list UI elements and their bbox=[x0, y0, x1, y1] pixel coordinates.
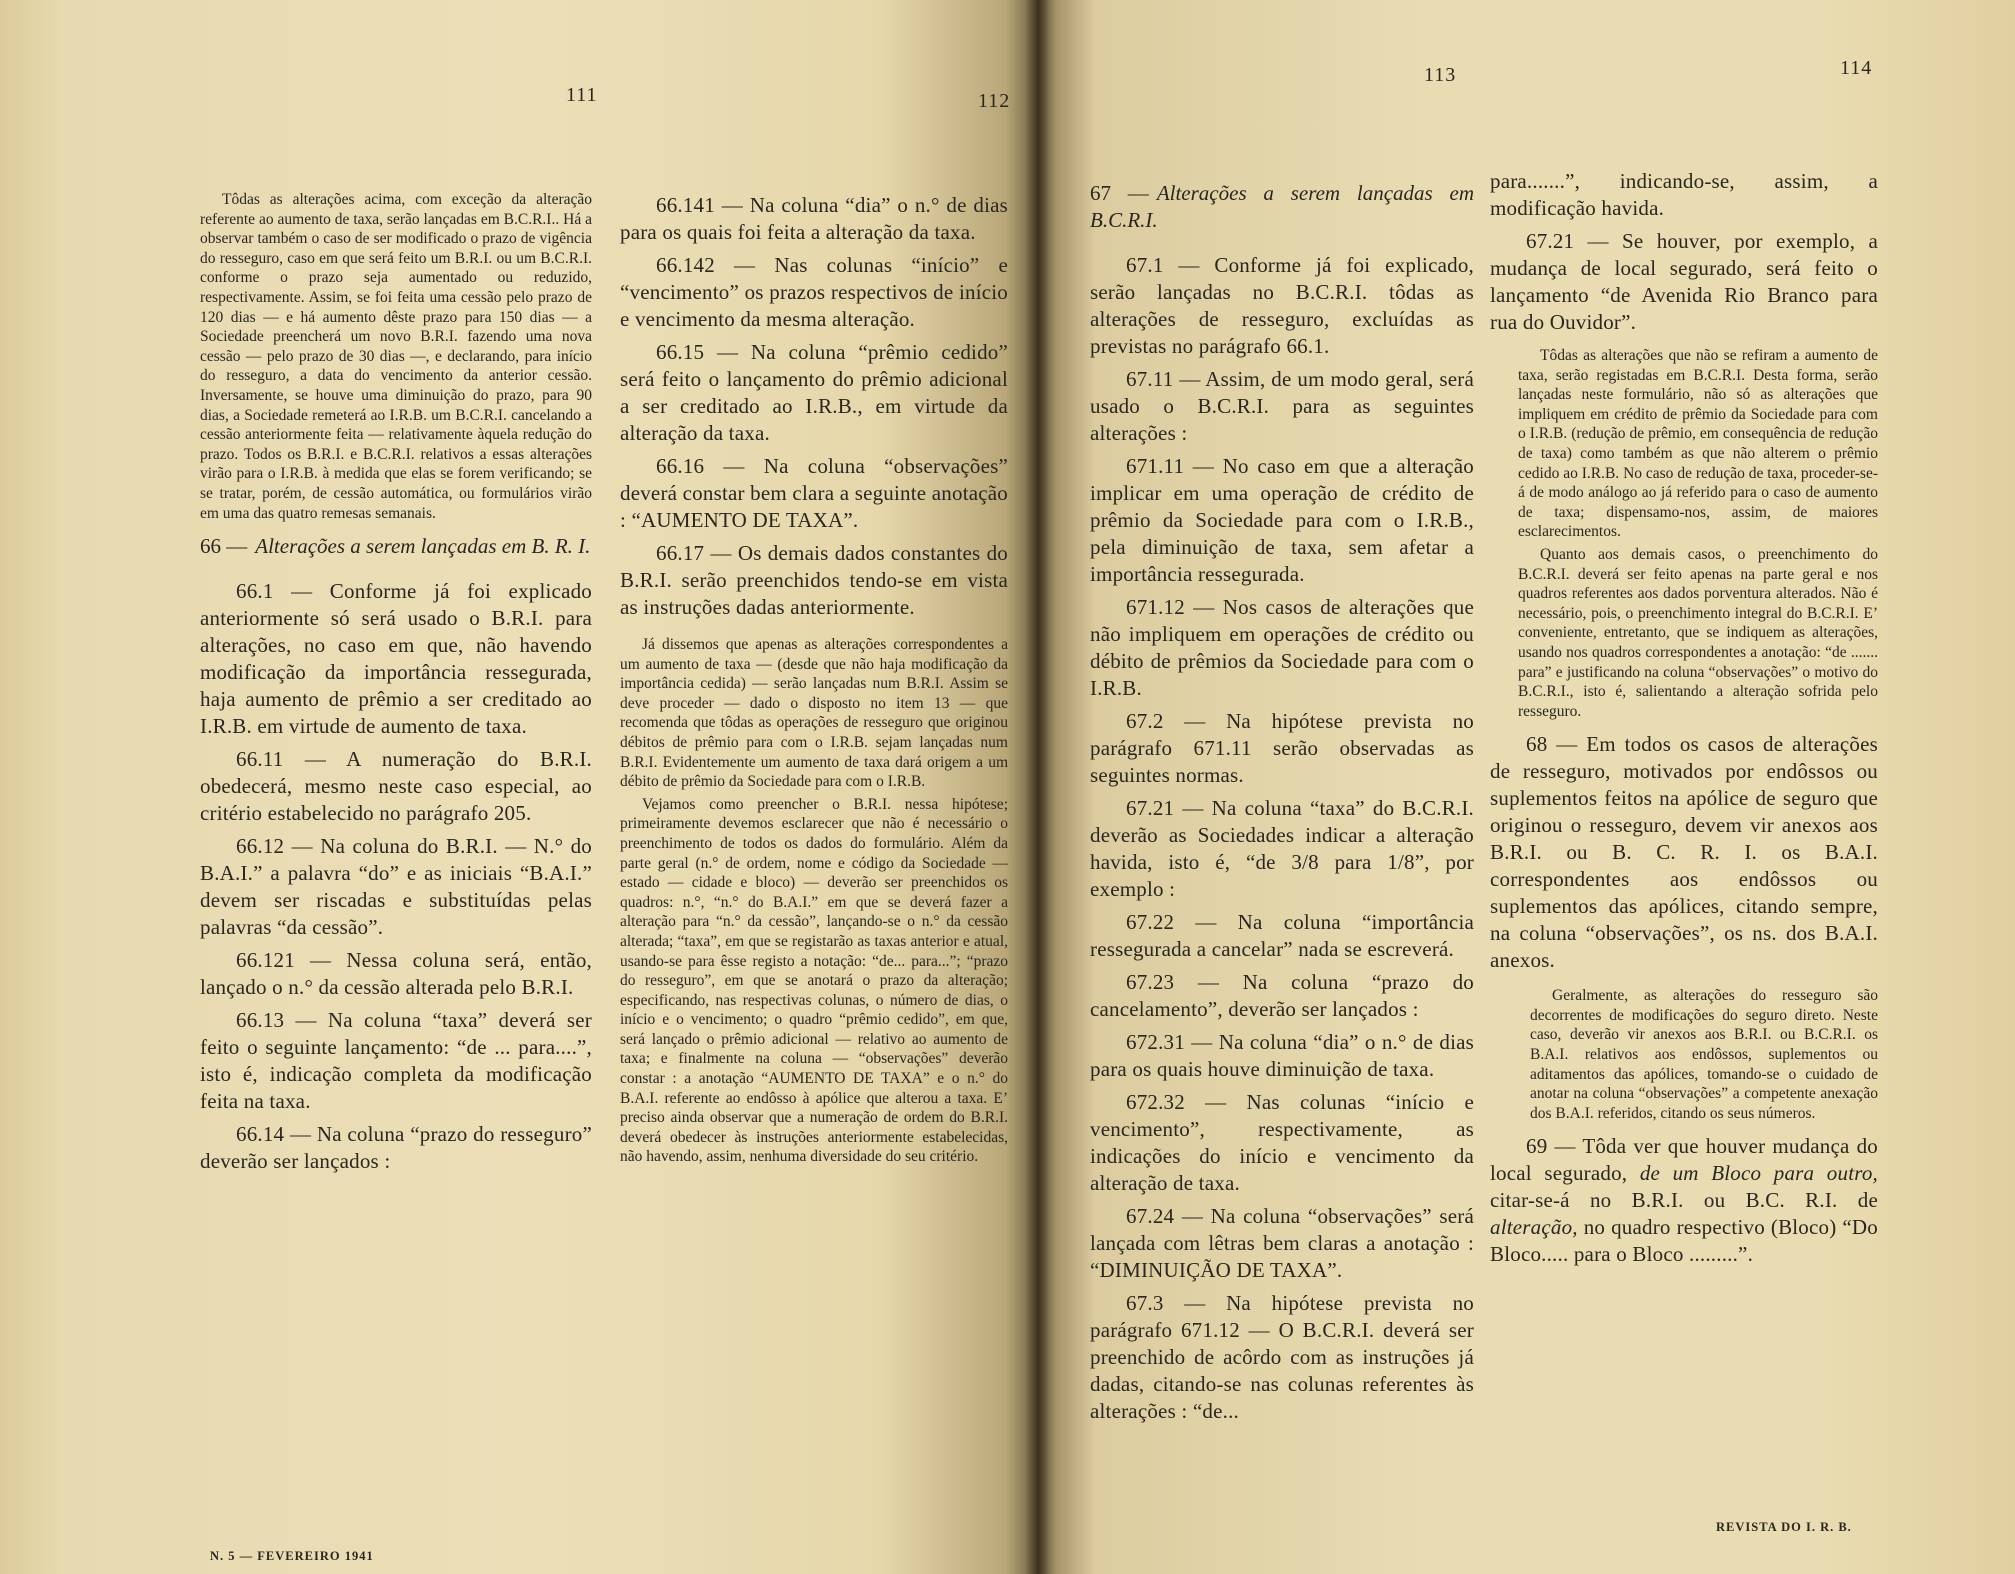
paragraph-671-12: 671.12 — Nos casos de alterações que não impliquem em operações de crédito ou débito de prêmios da Sociedade para com o I.R.B. bbox=[1090, 595, 1474, 700]
paragraph-671-11: 671.11 — No caso em que a alteração implicar em uma operação de crédito de prêmio da Sociedade para com o I.R.B., pela diminuição de taxa, sem afetar a importância ressegurada. bbox=[1090, 454, 1474, 586]
book-gutter bbox=[1025, 0, 1049, 1574]
paragraph-66-12: 66.12 — Na coluna do B.R.I. — N.° do B.A.I.” a palavra “do” e as iniciais “B.A.I.” devem ser riscadas e substituídas pelas palavras “da cessão”. bbox=[200, 834, 592, 940]
paragraph-66-14: 66.14 — Na coluna “prazo do resseguro” deverão ser lançados : bbox=[200, 1122, 592, 1174]
paragraph-67-24: 67.24 — Na coluna “observações” será lançada com lêtras bem claras a anotação : “DIMINUIÇÃO DE TAXA”. bbox=[1090, 1204, 1474, 1282]
paragraph-67-3: 67.3 — Na hipótese prevista no parágrafo 671.12 — O B.C.R.I. deverá ser preenchido de acôrdo com as instruções já dadas, citando-se nas colunas referentes às alterações : “de... bbox=[1090, 1291, 1474, 1423]
section-heading-67 bbox=[1090, 180, 1474, 234]
note-block bbox=[1490, 346, 1878, 721]
paragraph-66-11: 66.11 — A numeração do B.R.I. obedecerá, mesmo neste caso especial, ao critério estabelecido no parágrafo 205. bbox=[200, 747, 592, 826]
paragraph-66-13: 66.13 — Na coluna “taxa” deverá ser feito o seguinte lançamento: “de ... para....”, isto é, indicação completa da modificação feita na taxa. bbox=[200, 1008, 592, 1114]
paragraph-continued: para.......”, indicando-se, assim, a modificação havida. bbox=[1490, 169, 1878, 220]
note-paragraph: Quanto aos demais casos, o preenchimento do B.C.R.I. deverá ser feito apenas na parte geral e nos quadros referentes aos dados porventura alterados. Não é necessário, pois, o preenchimento integral do B.C.R.I. E’ conveniente, entretanto, que se indiquem as alterações, usando nos quadros correspondentes a anotação: “de ....... para” e justificando na coluna “observações” o motivo do B.C.R.I., isto é, salientando a alteração sofrida pelo resseguro. bbox=[1518, 545, 1878, 720]
paragraph-672-32: 672.32 — Nas colunas “início e vencimento”, respectivamente, as indicações do início e vencimento da alteração de taxa. bbox=[1090, 1090, 1474, 1195]
paragraph-672-31: 672.31 — Na coluna “dia” o n.° de dias para os quais houve diminuição de taxa. bbox=[1090, 1030, 1474, 1081]
paragraph-67-21: 67.21 — Na coluna “taxa” do B.C.R.I. deverão as Sociedades indicar a alteração havida, isto é, “de 3/8 para 1/8”, por exemplo : bbox=[1090, 796, 1474, 901]
note-paragraph: Já dissemos que apenas as alterações correspondentes a um aumento de taxa — (desde que não haja modificação da importância cedida) — serão lançadas num B.R.I. Assim se deve proceder — dado o disposto no item 13 — que recomenda que tôdas as operações de resseguro que originou débitos de prêmio para com o I.R.B. sejam lançadas num B.R.I. Evidentemente um aumento de taxa dará origem a um débito de prêmio da Sociedade para com o I.R.B. bbox=[620, 636, 1008, 791]
paragraph-66-142: 66.142 — Nas colunas “início” e “vencimento” os prazos respectivos de início e vencimento da mesma alteração. bbox=[620, 253, 1008, 331]
paragraph-66-16: 66.16 — Na coluna “observações” deverá constar bem clara a seguinte anotação : “AUMENTO DE TAXA”. bbox=[620, 454, 1008, 532]
paragraph-68: 68 — Em todos os casos de alterações de resseguro, motivados por endôssos ou suplementos feitos na apólice de seguro que originou o resseguro, devem vir anexos aos B.R.I. ou B. C. R. I. os B.A.I. correspondentes aos endôssos ou suplementos das apólices, citando sempre, na coluna “observações”, os ns. dos B.A.I. anexos. bbox=[1490, 732, 1878, 973]
paragraph-66-17: 66.17 — Os demais dados constantes do B.R.I. serão preenchidos tendo-se em vista as instruções dadas anteriormente. bbox=[620, 541, 1008, 619]
note-block bbox=[620, 635, 1008, 1167]
column-page-112 bbox=[620, 192, 1008, 1170]
section-title: Alterações a serem lançadas em B. R. I. bbox=[255, 534, 591, 559]
note-paragraph: Tôdas as alterações acima, com exceção da alteração referente ao aumento de taxa, serão lançadas em B.C.R.I.. Há a observar também o caso de ser modificado o prazo de vigência do resseguro, caso em que será feito um B.R.I. ou um B.C.R.I. conforme o prazo seja aumentado ou reduzido, respectivamente. Assim, se foi feita uma cessão pelo prazo de 120 dias — e há aumento dêste prazo para 150 dias — a Sociedade preencherá um novo B.R.I. fazendo uma nova cessão — pelo prazo de 30 dias —, e declarando, para início do resseguro, a data do vencimento da anterior cessão. Inversamente, se houve uma diminuição do prazo, para 90 dias, a Sociedade remeterá ao I.R.B. um B.C.R.I. cancelando a cessão anteriormente feita — relativamente àquela redução do prazo. Todos os B.R.I. e B.C.R.I. relativos a essas alterações virão para o I.R.B. à medida que elas se forem verificando; se se tratar, porém, de cessão automática, ou formulários virão em uma das quatro remesas semanais. bbox=[200, 191, 592, 522]
paragraph-67-1: 67.1 — Conforme já foi explicado, serão lançadas no B.C.R.I. tôdas as alterações de resseguro, excluídas as previstas no parágrafo 66.1. bbox=[1090, 253, 1474, 358]
paragraph-66-15: 66.15 — Na coluna “prêmio cedido” será feito o lançamento do prêmio adicional a ser creditado ao I.R.B., em virtude da alteração da taxa. bbox=[620, 340, 1008, 445]
section-number: 66 — bbox=[200, 534, 248, 559]
note-paragraph: Vejamos como preencher o B.R.I. nessa hipótese; primeiramente devemos esclarecer que não é necessário o preenchimento de todos os dados do formulário. Além da parte geral (n.° de ordem, nome e código da Sociedade — estado — cidade e bloco) — deverão ser preenchidos os quadros: n.°, “n.° do B.A.I.” em que se deverá fazer a alteração para “n.° da cessão”, lançando-se o n.° da cessão alterada; “taxa”, em que se registarão as taxas anterior e atual, usando-se para êsse registo a notação: “de... para...”; “prazo do resseguro”, em que se anotará o prazo da alteração; especificando, nas respectivas colunas, o número de dias, o início e o vencimento; o quadro “prêmio cedido”, em que, será lançado o prêmio adicional — relativo ao aumento de taxa; e finalmente na coluna — “observações” deverão constar : a anotação “AUMENTO DE TAXA” e o n.° do B.A.I. referente ao endôsso à apólice que alterou a taxa. E’ preciso ainda observar que a numeração de ordem do B.R.I. deverá obedecer às instruções anteriormente estabelecidas, não havendo, assim, nenhuma diversidade do seu critério. bbox=[620, 795, 1008, 1166]
paragraph-66-1: 66.1 — Conforme já foi explicado anteriormente só será usado o B.R.I. para alterações, no caso em que, não havendo modificação da importância ressegurada, haja aumento de prêmio a ser creditado ao I.R.B. em virtude de aumento de taxa. bbox=[200, 579, 592, 739]
section-title: Alterações a serem lançadas em B.C.R.I. bbox=[1090, 181, 1475, 232]
note-block bbox=[1490, 986, 1878, 1123]
footer-journal: REVISTA DO I. R. B. bbox=[1716, 1520, 1852, 1534]
note-paragraph: Tôdas as alterações que não se refiram a aumento de taxa, serão registadas em B.C.R.I. Desta forma, serão lançadas neste formulário, não só as alterações que impliquem em crédito de prêmio da Sociedade para com o I.R.B. (redução de prêmio, em consequência de redução de taxa) como também as que não alterem o prêmio cedido ao I.R.B. No caso de redução de taxa, proceder-se-á de modo análogo ao já referido para o caso de aumento de taxa; dispensamo-nos, assim, de maiores esclarecimentos. bbox=[1518, 347, 1878, 541]
page-number-112: 112 bbox=[978, 90, 1011, 112]
column-page-113 bbox=[1090, 170, 1474, 1431]
note-block bbox=[200, 190, 592, 523]
paragraph-67-22: 67.22 — Na coluna “importância ressegurada a cancelar” nada se escreverá. bbox=[1090, 910, 1474, 961]
paragraph-66-141: 66.141 — Na coluna “dia” o n.° de dias para os quais foi feita a alteração da taxa. bbox=[620, 193, 1008, 244]
page-number-111: 111 bbox=[566, 84, 598, 106]
section-number: 67 — bbox=[1090, 181, 1149, 205]
paragraph-67-23: 67.23 — Na coluna “prazo do cancelamento”, deverão ser lançados : bbox=[1090, 970, 1474, 1021]
footer-issue: N. 5 — FEVEREIRO 1941 bbox=[210, 1549, 374, 1563]
note-paragraph: Geralmente, as alterações do resseguro são decorrentes de modificações do seguro direto. Neste caso, deverão vir anexos aos B.R.I. ou B.C.R.I. os B.A.I. relativos aos endôssos, suplementos ou aditamentos das apólices, tomando-se o cuidado de anotar na coluna “observações” a competente anexação dos B.A.I. referidos, citando os seus números. bbox=[1530, 987, 1878, 1122]
page-number-114: 114 bbox=[1840, 57, 1873, 79]
column-page-111 bbox=[200, 190, 592, 1181]
section-heading-66 bbox=[200, 533, 592, 560]
paragraph-69: 69 — Tôda ver que houver mudança do local segurado, de um Bloco para outro, citar-se-á no B.R.I. ou B.C. R.I. de alteração, no quadro respectivo (Bloco) “Do Bloco..... para o Bloco .........”. bbox=[1490, 1134, 1878, 1267]
paragraph-67-11: 67.11 — Assim, de um modo geral, será usado o B.C.R.I. para as seguintes alterações : bbox=[1090, 367, 1474, 445]
paragraph-67-2: 67.2 — Na hipótese prevista no parágrafo 671.11 serão observadas as seguintes normas. bbox=[1090, 709, 1474, 787]
page-number-113: 113 bbox=[1424, 64, 1457, 86]
paragraph-66-121: 66.121 — Nessa coluna será, então, lançado o n.° da cessão alterada pelo B.R.I. bbox=[200, 948, 592, 1000]
column-page-114 bbox=[1490, 168, 1878, 1274]
paragraph-67-21b: 67.21 — Se houver, por exemplo, a mudança de local segurado, será feito o lançamento “de Avenida Rio Branco para rua do Ouvidor”. bbox=[1490, 229, 1878, 334]
